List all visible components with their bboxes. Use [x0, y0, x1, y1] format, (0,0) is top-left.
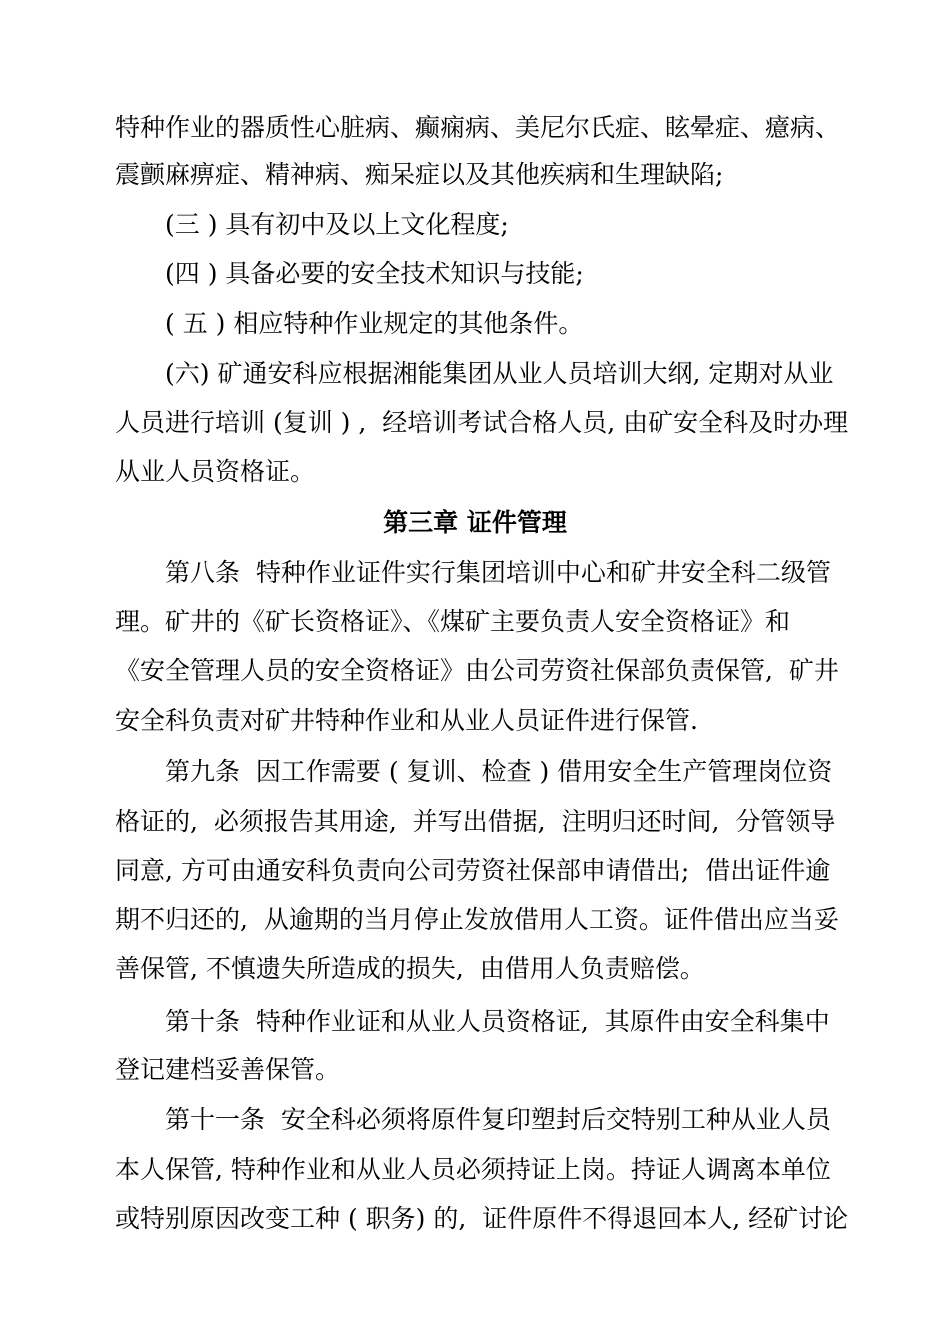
- paragraph-line: ( 五 ) 相应特种作业规定的其他条件。: [165, 309, 584, 338]
- paragraph-line: 特种作业的器质性心脏病、癫痫病、美尼尔氏症、眩晕症、癔病、: [115, 113, 841, 142]
- paragraph-line: 期不归还的, 从逾期的当月停止发放借用人工资。证件借出应当妥: [115, 905, 839, 934]
- paragraph-line: 第十一条 安全科必须将原件复印塑封后交特别工种从业人员: [165, 1105, 831, 1134]
- paragraph-line: 或特别原因改变工种 ( 职务) 的, 证件原件不得退回本人, 经矿讨论: [115, 1204, 849, 1233]
- paragraph-line: 善保管, 不慎遗失所造成的损失, 由借用人负责赔偿。: [115, 954, 705, 983]
- paragraph-line: (六) 矿通安科应根据湘能集团从业人员培训大纲, 定期对从业: [165, 359, 834, 388]
- chapter-heading: 第三章 证件管理: [383, 508, 567, 537]
- paragraph-line: (三 ) 具有初中及以上文化程度;: [165, 210, 509, 239]
- paragraph-line: (四 ) 具备必要的安全技术知识与技能;: [165, 259, 584, 288]
- paragraph-line: 第十条 特种作业证和从业人员资格证, 其原件由安全科集中: [165, 1007, 830, 1036]
- paragraph-line: 从业人员资格证。: [115, 457, 316, 486]
- paragraph-line: 格证的, 必须报告其用途, 并写出借据, 注明归还时间, 分管领导: [115, 807, 836, 836]
- paragraph-line: 同意, 方可由通安科负责向公司劳资社保部申请借出; 借出证件逾: [115, 856, 831, 885]
- paragraph-line: 理。矿井的《矿长资格证》、《煤矿主要负责人安全资格证》和: [115, 607, 791, 636]
- paragraph-line: 震颤麻痹症、精神病、痴呆症以及其他疾病和生理缺陷;: [115, 160, 724, 189]
- paragraph-line: 《安全管理人员的安全资格证》由公司劳资社保部负责保管, 矿井: [115, 656, 839, 685]
- paragraph-line: 安全科负责对矿井特种作业和从业人员证件进行保管.: [115, 706, 698, 735]
- paragraph-line: 人员进行培训 (复训 ) , 经培训考试合格人员, 由矿安全科及时办理: [115, 408, 849, 437]
- paragraph-line: 第九条 因工作需要 ( 复训、检查 ) 借用安全生产管理岗位资: [165, 757, 833, 786]
- paragraph-line: 登记建档妥善保管。: [115, 1055, 341, 1084]
- paragraph-line: 第八条 特种作业证件实行集团培训中心和矿井安全科二级管: [165, 558, 831, 587]
- paragraph-line: 本人保管, 特种作业和从业人员必须持证上岗。持证人调离本单位: [115, 1155, 831, 1184]
